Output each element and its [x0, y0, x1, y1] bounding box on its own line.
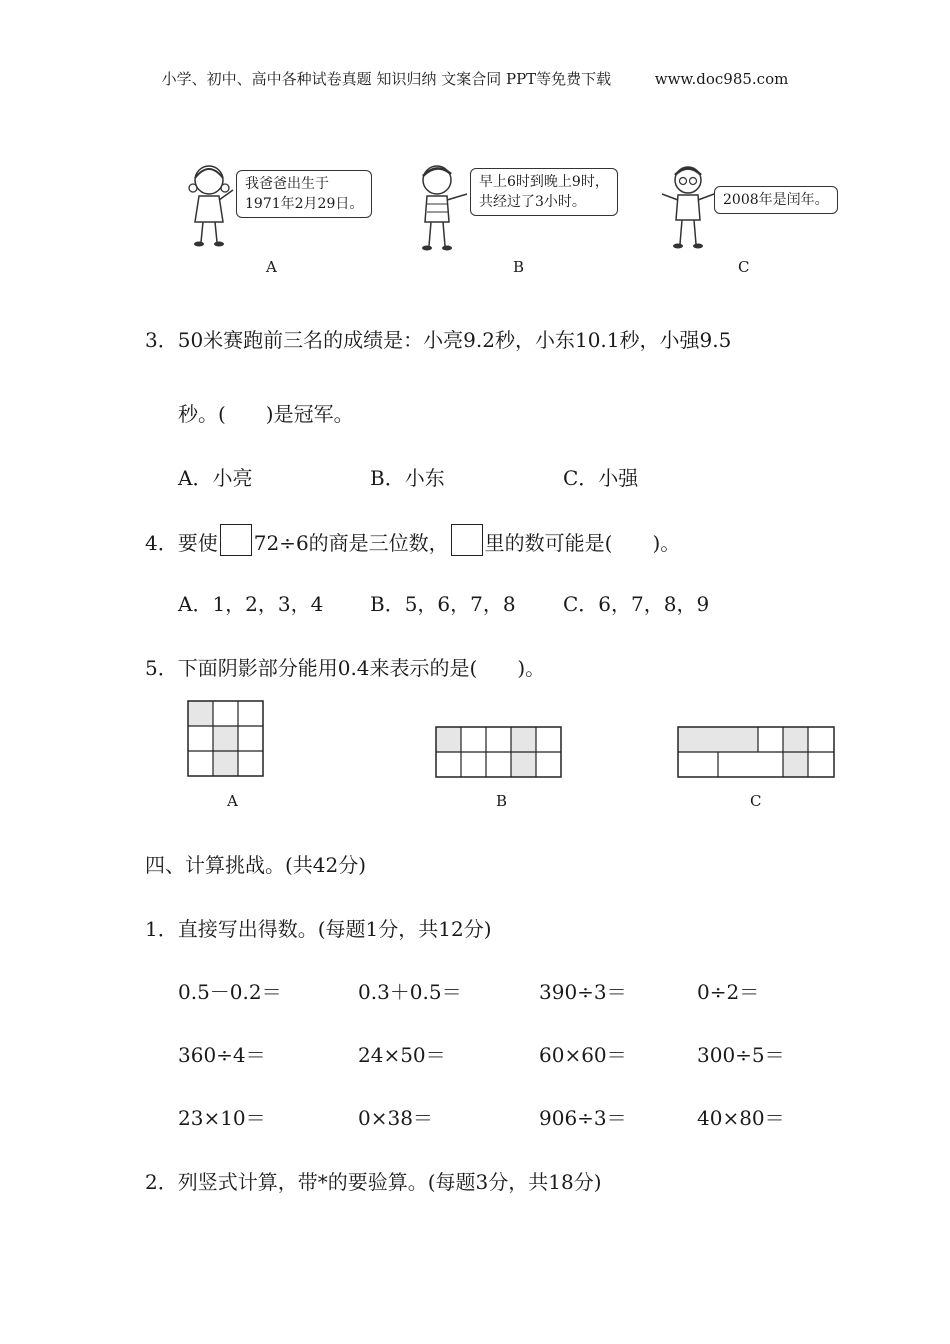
- blank-box: [451, 524, 483, 556]
- calc-item: 0×38＝: [358, 1106, 433, 1130]
- q4-prefix: 4．要使: [145, 531, 218, 555]
- speech-a-line2: 1971年2月29日。: [245, 196, 364, 212]
- figure-label-a: A: [266, 258, 277, 276]
- q4-option-c: C．6，7，8，9: [563, 592, 710, 616]
- q3-option-b: B．小东: [370, 466, 445, 490]
- q3-line2: 秒。( )是冠军。: [178, 402, 354, 426]
- blank-box: [220, 524, 252, 556]
- calc-item: 60×60＝: [539, 1043, 627, 1067]
- grid-b-shaded-cell: [436, 727, 461, 752]
- girl-illustration: [185, 160, 235, 250]
- grid-b-shaded-cell: [511, 752, 536, 777]
- calc-item: 23×10＝: [178, 1106, 266, 1130]
- page-header: [0, 68, 950, 89]
- speech-bubble-b: [470, 168, 618, 216]
- speech-a-line1: 我爸爸出生于: [245, 176, 329, 192]
- calc-item: 906÷3＝: [539, 1106, 627, 1130]
- speech-bubble-c: [714, 186, 838, 214]
- grid-c-shaded-cell: [678, 727, 758, 752]
- q5-label-b: B: [496, 792, 508, 810]
- q5-label-a: A: [227, 792, 238, 810]
- q3-line1: 3．50米赛跑前三名的成绩是：小亮9.2秒，小东10.1秒，小强9.5: [145, 328, 732, 352]
- section4-q1-title: 1．直接写出得数。(每题1分，共12分): [145, 917, 492, 941]
- grid-c-shaded-cell: [783, 727, 808, 752]
- grid-a-shaded-cell: [213, 726, 238, 751]
- grid-b-shaded-cell: [511, 727, 536, 752]
- q5-grid-a: [187, 700, 265, 778]
- q4-question: [145, 524, 680, 556]
- q5-grid-c: [677, 726, 836, 778]
- q4-suffix: 里的数可能是( )。: [484, 531, 681, 555]
- figure-label-b: B: [513, 258, 525, 276]
- calc-item: 40×80＝: [697, 1106, 785, 1130]
- grid-c-shaded-cell: [783, 752, 808, 777]
- q4-option-a: A．1，2，3，4: [178, 592, 324, 616]
- header-url: www.doc985.com: [654, 70, 789, 88]
- calc-item: 360÷4＝: [178, 1043, 266, 1067]
- q4-option-b: B．5，6，7，8: [370, 592, 516, 616]
- calc-item: 390÷3＝: [539, 980, 627, 1004]
- speech-b-line2: 共经过了3小时。: [479, 194, 586, 210]
- calc-item: 0.3＋0.5＝: [358, 980, 462, 1004]
- grid-a-shaded-cell: [188, 701, 213, 726]
- calc-item: 300÷5＝: [697, 1043, 785, 1067]
- speech-c-line1: 2008年是闰年。: [723, 192, 829, 208]
- calc-item: 0÷2＝: [697, 980, 760, 1004]
- q5-label-c: C: [750, 792, 762, 810]
- q5-question: 5．下面阴影部分能用0.4来表示的是( )。: [145, 656, 546, 680]
- q3-option-c: C．小强: [563, 466, 639, 490]
- boy-illustration: [415, 160, 470, 255]
- header-text: 小学、初中、高中各种试卷真题 知识归纳 文案合同 PPT等免费下载: [161, 70, 612, 88]
- boy-with-glasses-illustration: [660, 160, 715, 255]
- section4-title: 四、计算挑战。(共42分): [145, 853, 367, 877]
- section4-q2-title: 2．列竖式计算，带*的要验算。(每题3分，共18分): [145, 1170, 602, 1194]
- figure-label-c: C: [738, 258, 750, 276]
- calc-item: 0.5－0.2＝: [178, 980, 282, 1004]
- q5-grid-b: [435, 726, 563, 778]
- calc-item: 24×50＝: [358, 1043, 446, 1067]
- speech-bubble-a: [236, 170, 372, 218]
- grid-a-shaded-cell: [213, 751, 238, 776]
- q3-option-a: A．小亮: [178, 466, 253, 490]
- speech-b-line1: 早上6时到晚上9时，: [479, 174, 609, 190]
- q4-middle: 72÷6的商是三位数，: [253, 531, 449, 555]
